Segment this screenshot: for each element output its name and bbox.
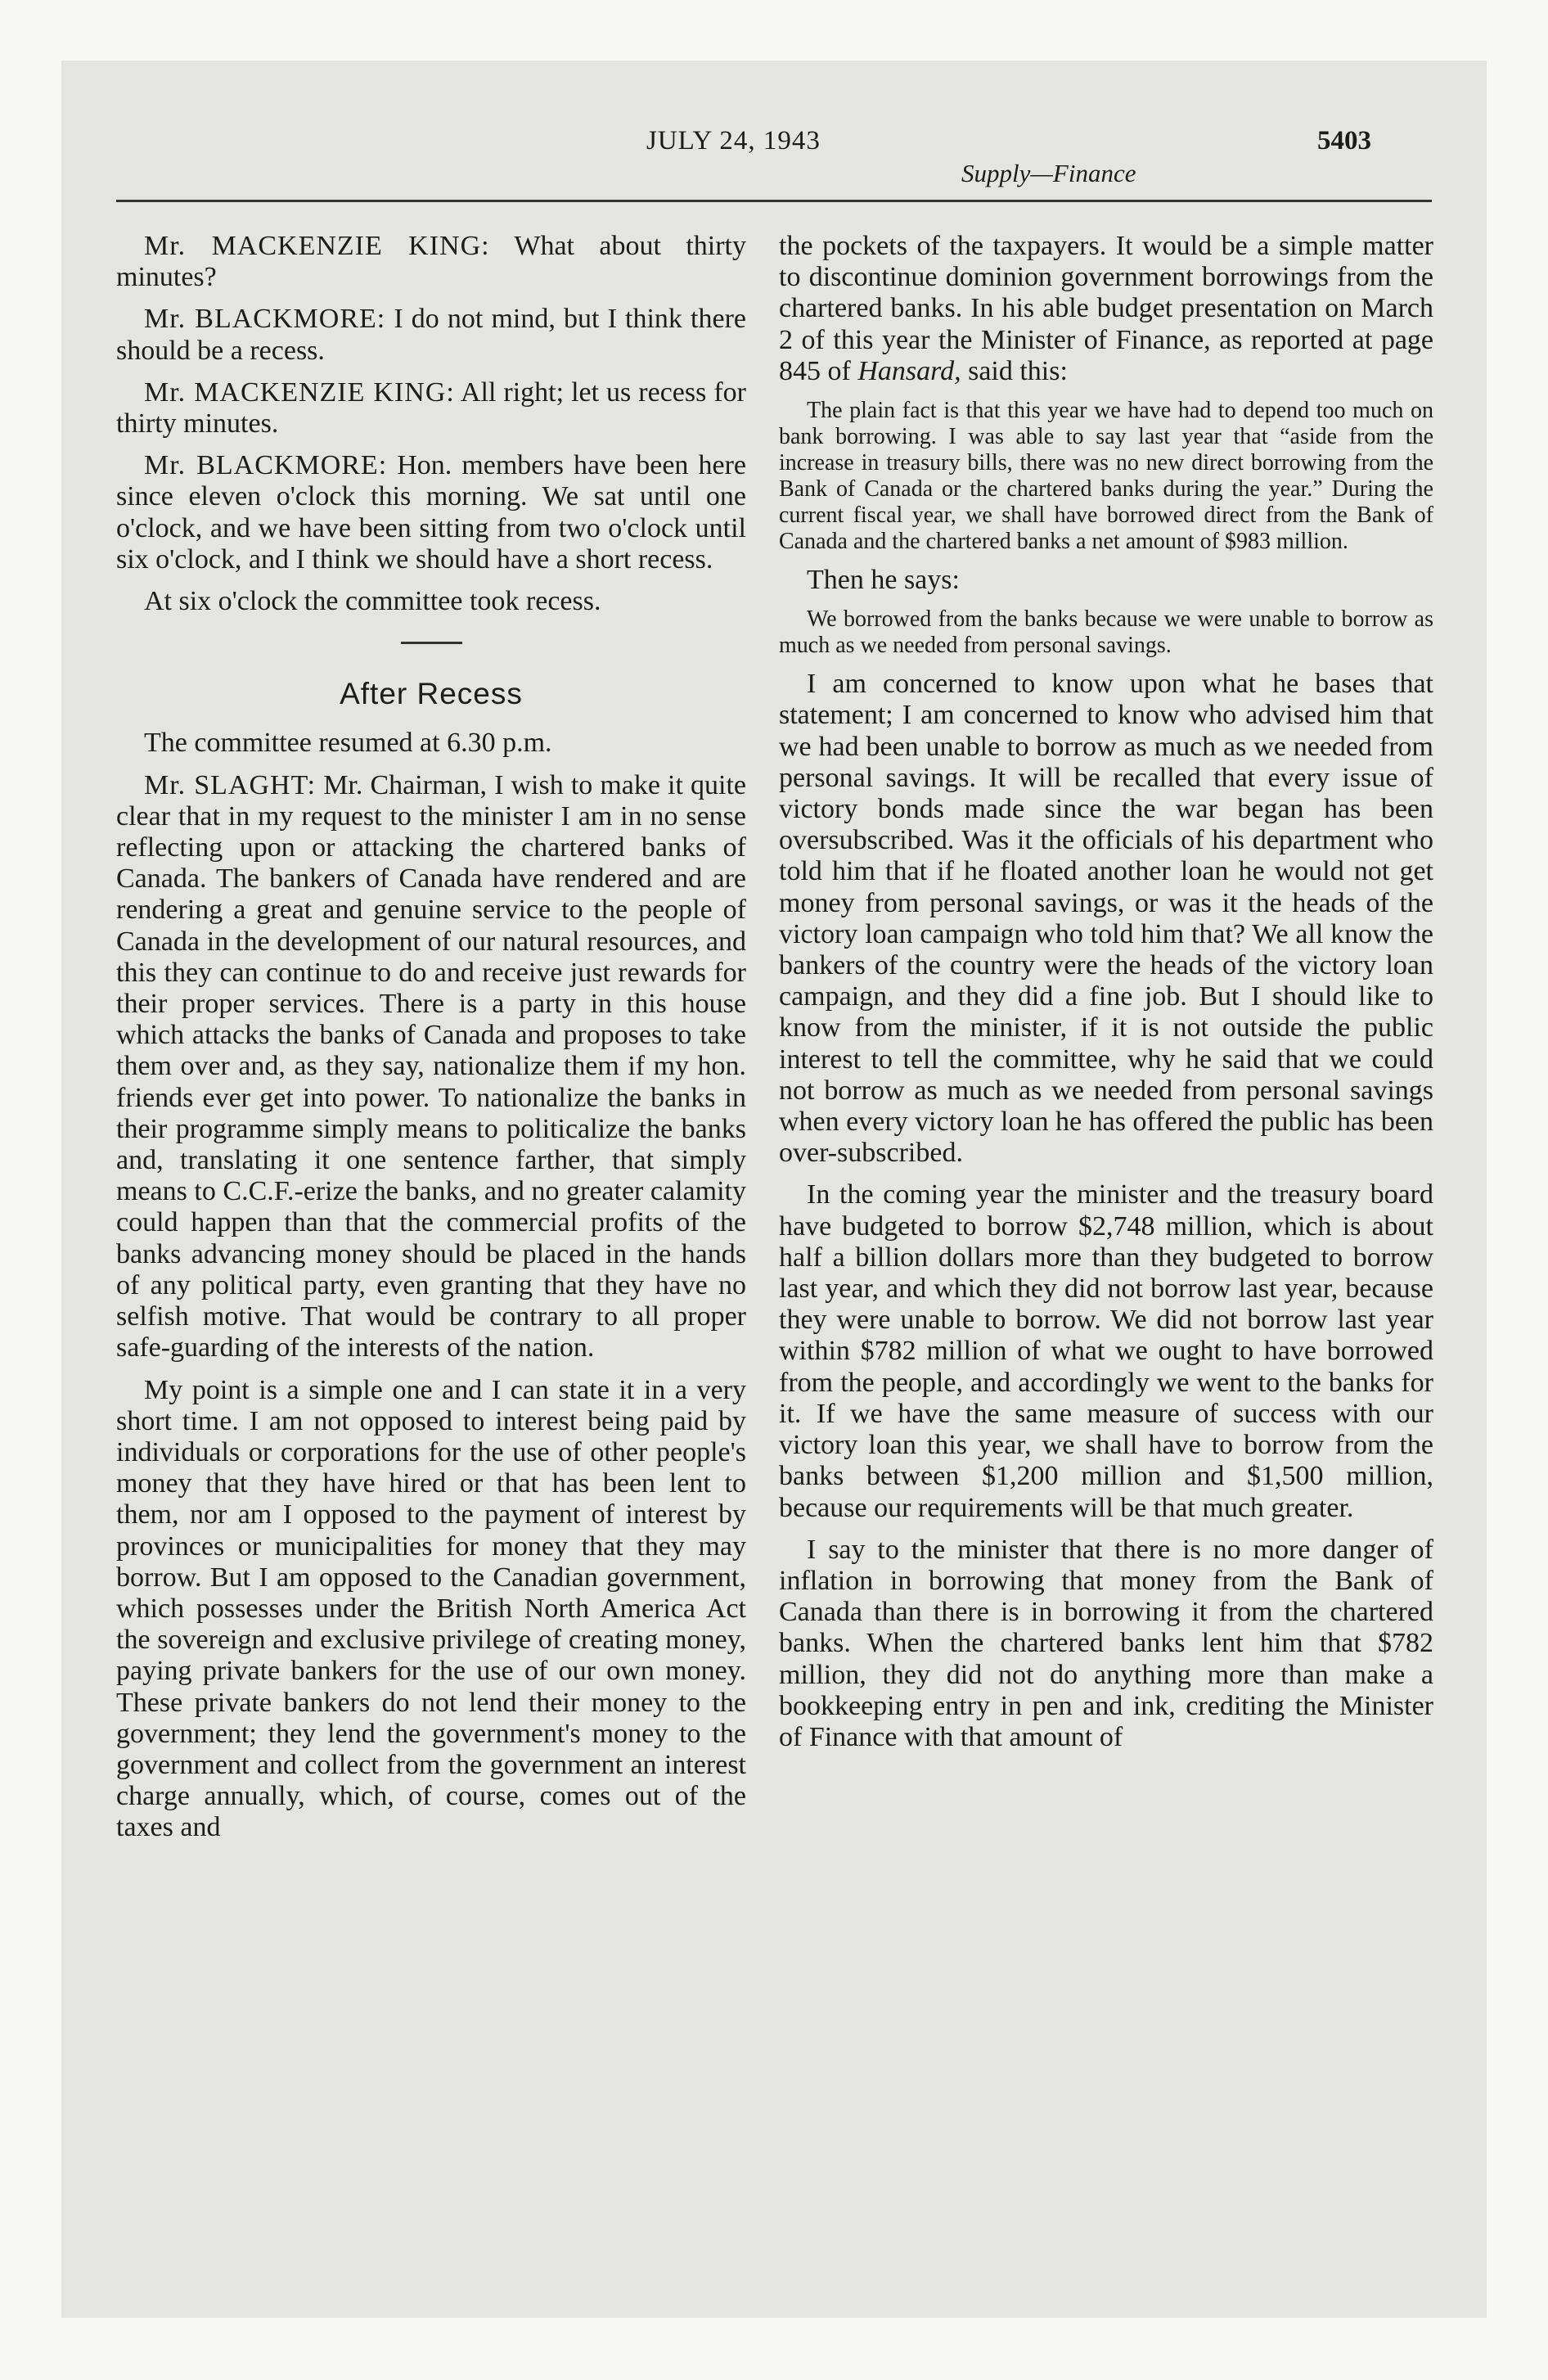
paragraph: In the coming year the minister and the treasury board have budgeted to borrow $2,748 million, which is about half a billion dollars more than they budgeted to borrow last year, and which they did not borrow last year, because they were unable to borrow. We did not borrow last year within $782 million of what we ought to have borrowed from the people, and accordingly we went to the banks for it. If we have the same measure of success with our victory loan this year, we shall have to borrow from the banks between $1,200 million and $1,500 million, because our requirements will be that much greater.: [779, 1179, 1433, 1523]
paragraph: The committee resumed at 6.30 p.m.: [144, 728, 552, 759]
paragraph: [116, 304, 746, 366]
paragraph: [116, 770, 746, 1364]
paragraph: Then he says:: [807, 565, 960, 596]
paragraph: [116, 450, 746, 575]
publication-title: Hansard,: [857, 355, 961, 386]
paragraph: At six o'clock the committee took recess.: [144, 586, 601, 617]
paragraph: My point is a simple one and I can state it in a very short time. I am not opposed to interest being paid by individuals or corporations for the use of other people's money that they have hired or that has been lent to them, nor am I opposed to the payment of interest by provinces or municipalities for money that they may borrow. But I am opposed to the Canadian government, which possesses under the British North America Act the sovereign and exclusive privilege of creating money, paying private bankers for the use of our own money. These private bankers do not lend their money to the government; they lend the government's money to the government and collect from the government an interest charge annually, which, of course, comes out of the taxes and: [116, 1374, 746, 1843]
speaker-name: Mr. MACKENZIE KING:: [144, 231, 490, 261]
paragraph-text: Mr. Chairman, I wish to make it quite clear that in my request to the minister I am in no sense reflecting upon or attacking the chartered banks of Canada. The bankers of Canada have rendered and are rendering a great and genuine service to the people of Canada in the development of our natural resources, and this they can continue to do and receive just rewards for their proper services. There is a party in this house which attacks the banks of Canada and proposes to take them over and, as they say, nationalize them if my hon. friends ever get into power. To nationalize the banks in their programme simply means to politicalize the banks and, translating it one sentence farther, that simply means to C.C.F.-erize the banks, and no greater calamity could happen than that the commercial profits of the banks advancing money should be placed in the hands of any political party, even granting that they have no selfish motive. That would be contrary to all proper safe-guarding of the interests of the nation.: [116, 769, 746, 1364]
speaker-name: Mr. BLACKMORE:: [144, 450, 388, 481]
header-date: JULY 24, 1943: [646, 126, 821, 156]
page-header: [61, 61, 1487, 208]
header-rule: [116, 200, 1432, 202]
paragraph: I say to the minister that there is no more danger of inflation in borrowing that money from the Bank of Canada than there is in borrowing it from the chartered banks. When the chartered banks lent him that $782 million, they did not do anything more than make a bookkeeping entry in pen and ink, crediting the Minister of Finance with that amount of: [779, 1534, 1433, 1752]
paragraph-text: Hon. members have been here since eleven o'clock this morning. We sat until one o'clock, and we have been sitting from two o'clock until six o'clock, and I think we should have a short recess.: [116, 450, 746, 575]
speaker-name: Mr. MACKENZIE KING:: [144, 376, 455, 408]
paragraph-text: All right; let us recess for thirty minutes.: [116, 376, 746, 439]
speaker-name: Mr. BLACKMORE:: [144, 304, 386, 335]
header-section-title: Supply—Finance: [961, 159, 1136, 187]
paragraph: [779, 231, 1433, 387]
paragraph-text: What about thirty minutes?: [116, 231, 746, 293]
header-page-number: 5403: [1317, 126, 1371, 156]
section-heading: After Recess: [340, 677, 523, 711]
paragraph: [116, 231, 746, 293]
paragraph-text: the pockets of the taxpayers. It would be a simple matter to discontinue dominion government borrowings from the chartered banks. In his able budget presentation on March 2 of this year the Minister of Finance, as reported at page 845 of: [779, 231, 1433, 386]
section-divider: [401, 642, 462, 644]
paragraph-text: said this:: [961, 355, 1068, 386]
block-quote: We borrowed from the banks because we were unable to borrow as much as we needed from personal savings.: [779, 606, 1433, 659]
block-quote: The plain fact is that this year we have had to depend too much on bank borrowing. I was able to say last year that “aside from the increase in treasury bills, there was no new direct borrowing from the Bank of Canada or the chartered banks during the year.” During the current fiscal year, we shall have borrowed direct from the Bank of Canada and the chartered banks a net amount of $983 million.: [779, 398, 1433, 555]
right-column: [779, 231, 1433, 1764]
paragraph: I am concerned to know upon what he bases that statement; I am concerned to know who advised him that we had been unable to borrow as much as we needed from personal savings. It will be recalled that every issue of victory bonds made since the war began has been oversubscribed. Was it the officials of his department who told him that if he floated another loan he would not get money from personal savings, or was it the heads of the victory loan campaign who told him that? We all know the bankers of the country were the heads of the victory loan campaign, and they did a fine job. But I should like to know from the minister, if it is not outside the public interest to tell the committee, why he said that we could not borrow as much as we needed from personal savings when every victory loan he has offered the public has been over-subscribed.: [779, 669, 1433, 1169]
page-sheet: [61, 61, 1487, 2318]
paragraph: [116, 377, 746, 439]
left-column: [116, 231, 746, 1855]
paragraph-text: I do not mind, but I think there should be a recess.: [116, 304, 746, 366]
speaker-name: Mr. SLAGHT:: [144, 769, 317, 800]
